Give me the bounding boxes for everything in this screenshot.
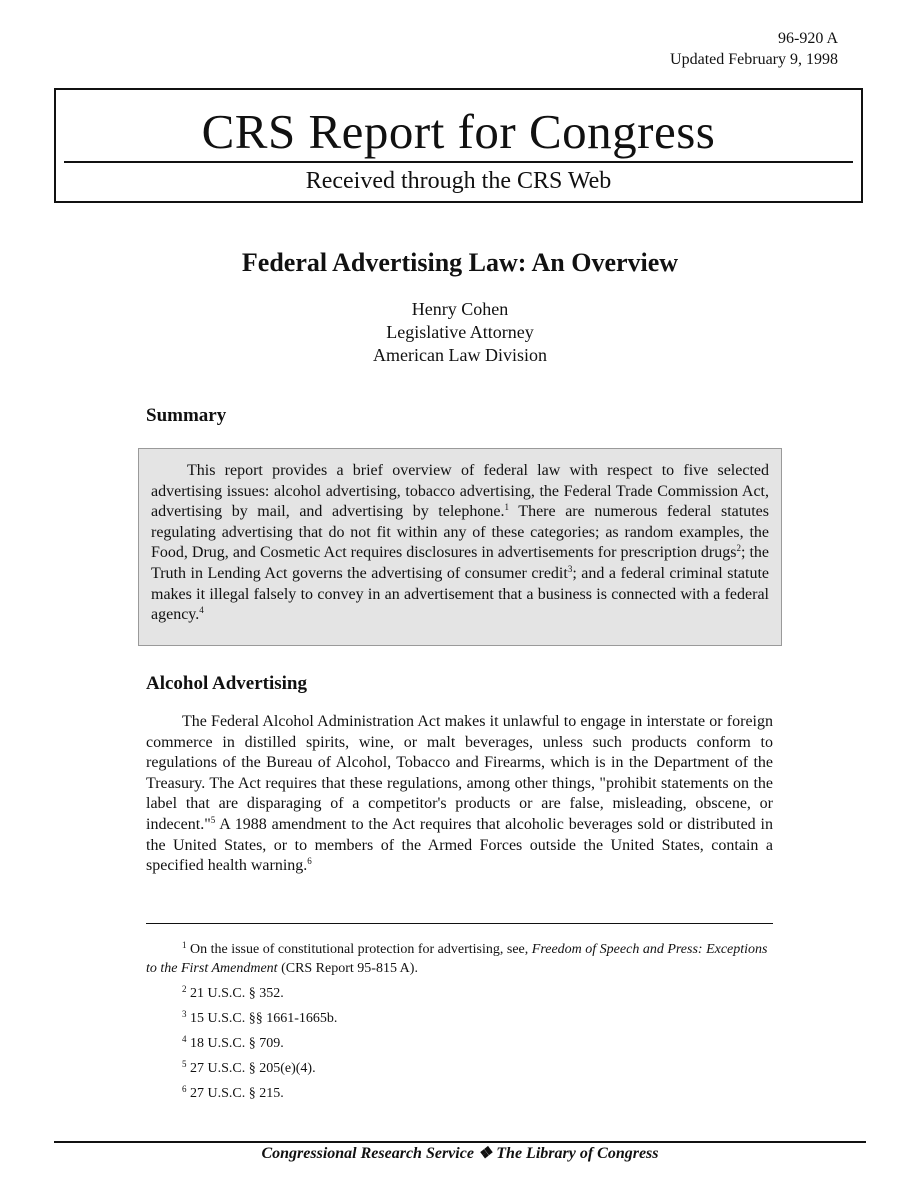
footnote-ref-5[interactable]: 5 bbox=[210, 814, 216, 825]
alcohol-section bbox=[146, 712, 773, 877]
report-identifier bbox=[670, 28, 838, 70]
report-number: 96-920 A bbox=[778, 30, 838, 47]
footer-divider bbox=[54, 1141, 866, 1143]
footnote-1-text-before: On the issue of constitutional protection for advertising, see, bbox=[186, 942, 532, 957]
footnote-4-text: 18 U.S.C. § 709. bbox=[186, 1036, 284, 1051]
footnote-1-cited-title: Freedom of Speech and Press: Exceptions to the First Amendment bbox=[146, 942, 768, 976]
footnote-5-text: 27 U.S.C. § 205(e)(4). bbox=[186, 1061, 316, 1076]
footnote-ref-2[interactable]: 2 bbox=[736, 543, 741, 554]
alcohol-text-1: The Federal Alcohol Administration Act makes it unlawful to engage in interstate or foreign commerce in distilled spirits, wine, or malt beverages, unless such products conform to regulations of the Bureau of Alcohol, Tobacco and Firearms, which is in the Department of the Treasury. The Act requires that these regulations, among other things, "prohibit statements on the label that are disparaging of a competitor's products or are false, misleading, obscene, or indecent." bbox=[146, 713, 773, 833]
footnote-ref-3[interactable]: 3 bbox=[567, 563, 573, 574]
footnote-ref-4[interactable]: 4 bbox=[199, 605, 204, 616]
footnote-number-5: 5 bbox=[182, 1059, 187, 1069]
footnote-divider bbox=[146, 923, 773, 924]
author-position: Legislative Attorney bbox=[386, 322, 534, 342]
summary-heading: Summary bbox=[146, 405, 227, 426]
footnote-2-text: 21 U.S.C. § 352. bbox=[186, 986, 284, 1001]
summary-text-2: There are numerous federal statutes regulating advertising that do not fit within any of these categories; as random examples, the Food, Drug, and Cosmetic Act requires disclosures in advertisements for prescription drugs bbox=[151, 503, 769, 562]
footnote-number-4: 4 bbox=[182, 1034, 187, 1044]
banner-title: CRS Report for Congress bbox=[201, 104, 716, 159]
banner-subtitle: Received through the CRS Web bbox=[305, 168, 612, 194]
footnote-ref-1[interactable]: 1 bbox=[504, 502, 509, 513]
author-name: Henry Cohen bbox=[411, 299, 509, 319]
updated-date: Updated February 9, 1998 bbox=[670, 51, 838, 68]
document-title: Federal Advertising Law: An Overview bbox=[241, 248, 679, 277]
footnote-1-text-after: (CRS Report 95-815 A). bbox=[277, 961, 418, 976]
summary-text-4: ; and a federal criminal statute makes it illegal falsely to convey in an advertisement that a business is connected with a federal agency. bbox=[151, 564, 769, 624]
alcohol-heading: Alcohol Advertising bbox=[146, 673, 307, 694]
footnote-4 bbox=[146, 1034, 773, 1053]
summary-text-3: ; the Truth in Lending Act governs the advertising of consumer credit bbox=[151, 544, 769, 582]
footnote-3-text: 15 U.S.C. §§ 1661-1665b. bbox=[186, 1011, 338, 1026]
banner-divider bbox=[64, 161, 853, 163]
footnotes bbox=[146, 940, 773, 1109]
footnote-1 bbox=[146, 940, 773, 978]
footnote-5 bbox=[146, 1059, 773, 1078]
crs-banner bbox=[54, 88, 863, 203]
footnote-3 bbox=[146, 1009, 773, 1028]
alcohol-text-2: A 1988 amendment to the Act requires that alcoholic beverages sold or distributed in the United States, or to members of the Armed Forces outside the United States, contain a specified health warning. bbox=[146, 815, 773, 875]
summary-text-1: This report provides a brief overview of federal law with respect to five selected advertising issues: alcohol advertising, tobacco advertising, the Federal Trade Commission Act, advertising by mail, and advertising by telephone. bbox=[151, 462, 769, 521]
page-footer: Congressional Research Service ❖ The Library of Congress bbox=[261, 1145, 659, 1162]
footnote-number-2: 2 bbox=[182, 984, 187, 994]
footnote-6-text: 27 U.S.C. § 215. bbox=[186, 1086, 284, 1101]
footnote-number-6: 6 bbox=[182, 1084, 187, 1094]
summary-box bbox=[138, 448, 782, 646]
alcohol-paragraph bbox=[146, 712, 773, 877]
footnote-ref-6[interactable]: 6 bbox=[307, 856, 312, 867]
footnote-6 bbox=[146, 1084, 773, 1103]
footnote-number-1: 1 bbox=[182, 940, 187, 950]
footnote-2 bbox=[146, 984, 773, 1003]
author-block bbox=[0, 298, 920, 367]
author-division: American Law Division bbox=[373, 345, 547, 365]
summary-paragraph bbox=[151, 461, 769, 626]
footnote-number-3: 3 bbox=[182, 1009, 187, 1019]
